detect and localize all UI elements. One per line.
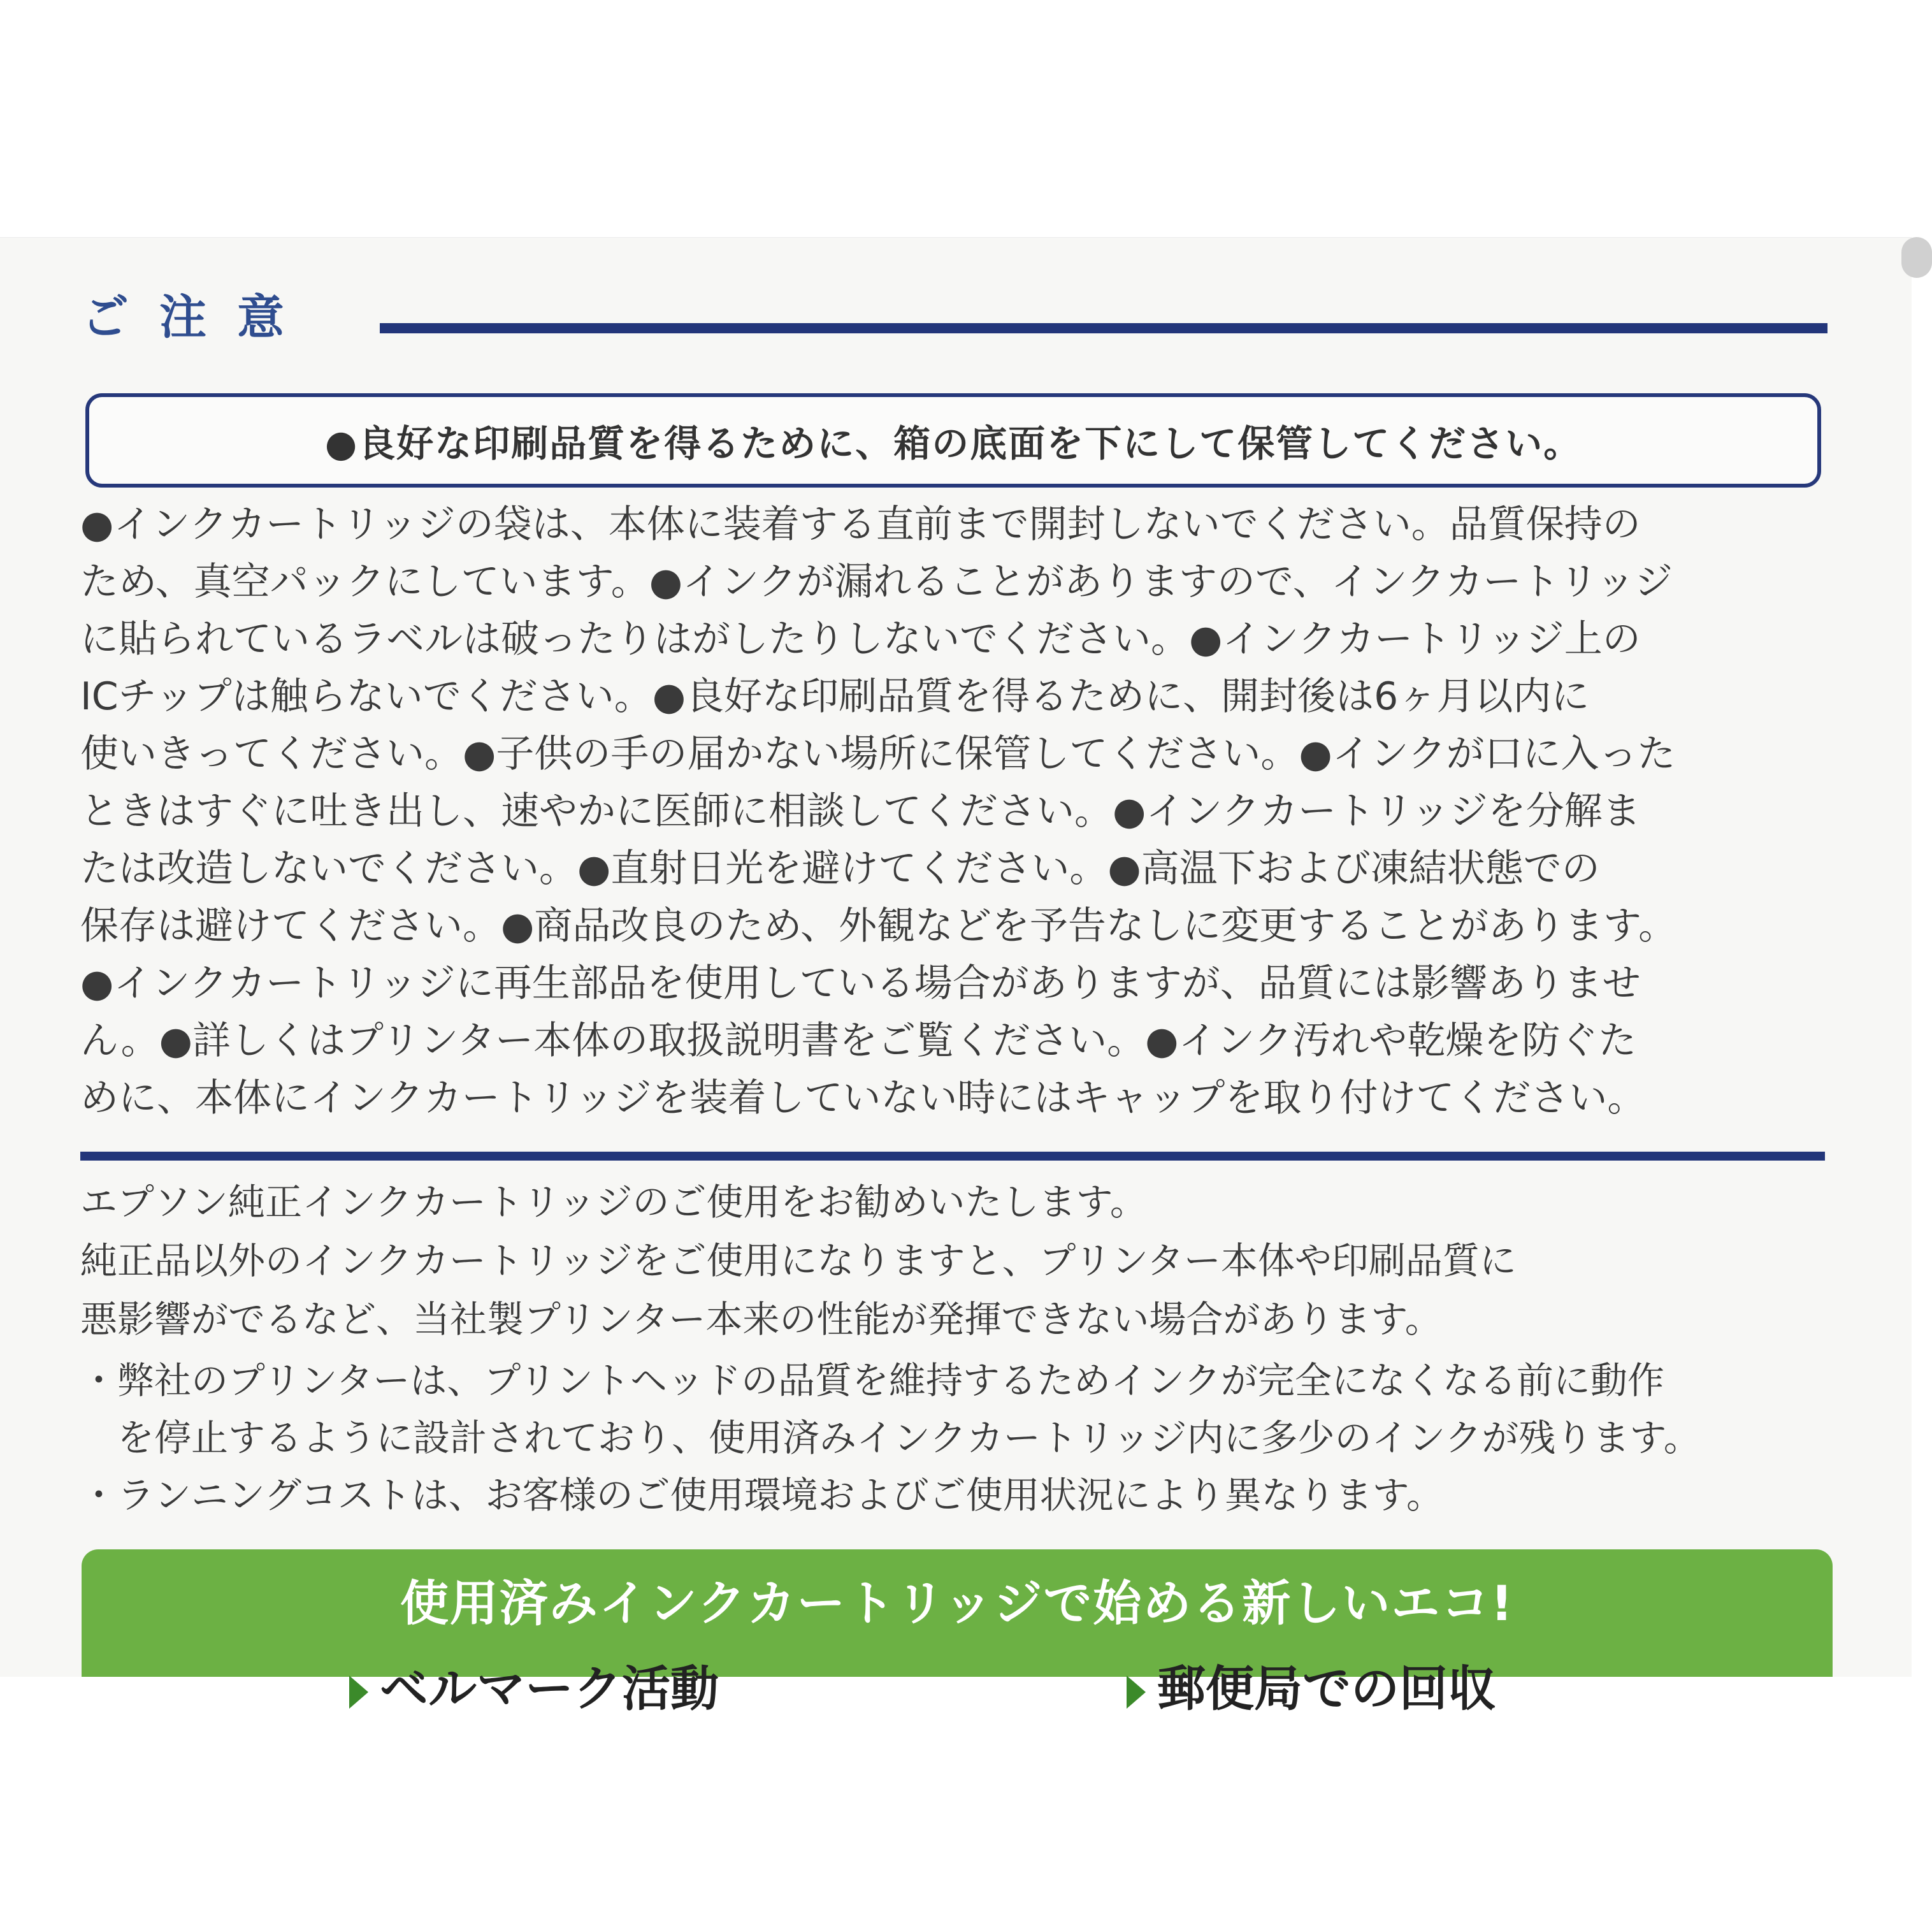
caution-header [82, 282, 1827, 359]
bellmark-label-text: ベルマーク活動 [380, 1660, 719, 1717]
caution-line: に貼られているラベルは破ったりはがしたりしないでください。●インクカートリッジ上の [80, 617, 1641, 662]
post-office-label [1127, 1650, 1496, 1720]
caution-line: ため、真空パックにしています。●インクが漏れることがありますので、インクカートリッジ [80, 560, 1673, 604]
post-office-label-text: 郵便局での回収 [1157, 1660, 1496, 1717]
caution-line: ICチップは触らないでください。●良好な印刷品質を得るために、開封後は6ヶ月以内に [80, 674, 1590, 719]
bellmark-label [349, 1650, 719, 1720]
caution-line: ●インクカートリッジの袋は、本体に装着する直前まで開封しないでください。品質保持の [80, 502, 1641, 547]
package-edge-tab [1901, 237, 1932, 278]
header-divider [380, 323, 1827, 333]
info-bullet-line: ・ランニングコストは、お客様のご使用環境およびご使用状況により異なります。 [80, 1474, 1444, 1517]
caution-title: ご注意 [82, 290, 315, 345]
eco-banner-title: 使用済みインクカートリッジで始める新しいエコ! [400, 1575, 1515, 1632]
package-panel [0, 237, 1912, 1717]
info-line: エプソン純正インクカートリッジのご使用をお勧めいたします。 [80, 1180, 1147, 1224]
caution-line: 使いきってください。●子供の手の届かない場所に保管してください。●インクが口に入った [80, 732, 1676, 776]
caution-list [80, 502, 1839, 1206]
caution-line: 保存は避けてください。●商品改良のため、外観などを予告なしに変更することがあります。 [80, 904, 1677, 948]
info-bullet-line: を停止するように設計されており、使用済みインクカートリッジ内に多少のインクが残ります。 [80, 1416, 1701, 1459]
storage-notice-box [85, 393, 1821, 488]
section-divider [80, 1152, 1825, 1161]
info-line: 純正品以外のインクカートリッジをご使用になりますと、プリンター本体や印刷品質に [80, 1239, 1517, 1282]
storage-notice-text: ●良好な印刷品質を得るために、箱の底面を下にして保管してください。 [324, 422, 1582, 465]
info-line: 悪影響がでるなど、当社製プリンター本来の性能が発揮できない場合があります。 [80, 1298, 1442, 1341]
caution-line: ん。●詳しくはプリンター本体の取扱説明書をご覧ください。●インク汚れや乾燥を防ぐた [80, 1018, 1637, 1063]
caution-line: ときはすぐに吐き出し、速やかに医師に相談してください。●インクカートリッジを分解ま [80, 789, 1641, 834]
chevron-right-icon [349, 1676, 368, 1709]
caution-line: めに、本体にインクカートリッジを装着していない時にはキャップを取り付けてください。 [80, 1076, 1646, 1120]
caution-line: たは改造しないでください。●直射日光を避けてください。●高温下および凍結状態での [80, 846, 1600, 891]
caution-line: ●インクカートリッジに再生部品を使用している場合がありますが、品質には影響ありませ [80, 961, 1641, 1006]
eco-banner [82, 1549, 1833, 1717]
genuine-ink-info [80, 1180, 1839, 1528]
info-bullet-line: ・弊社のプリンターは、プリントヘッドの品質を維持するためインクが完全になくなる前に動作 [80, 1359, 1664, 1402]
chevron-right-icon [1127, 1676, 1146, 1709]
